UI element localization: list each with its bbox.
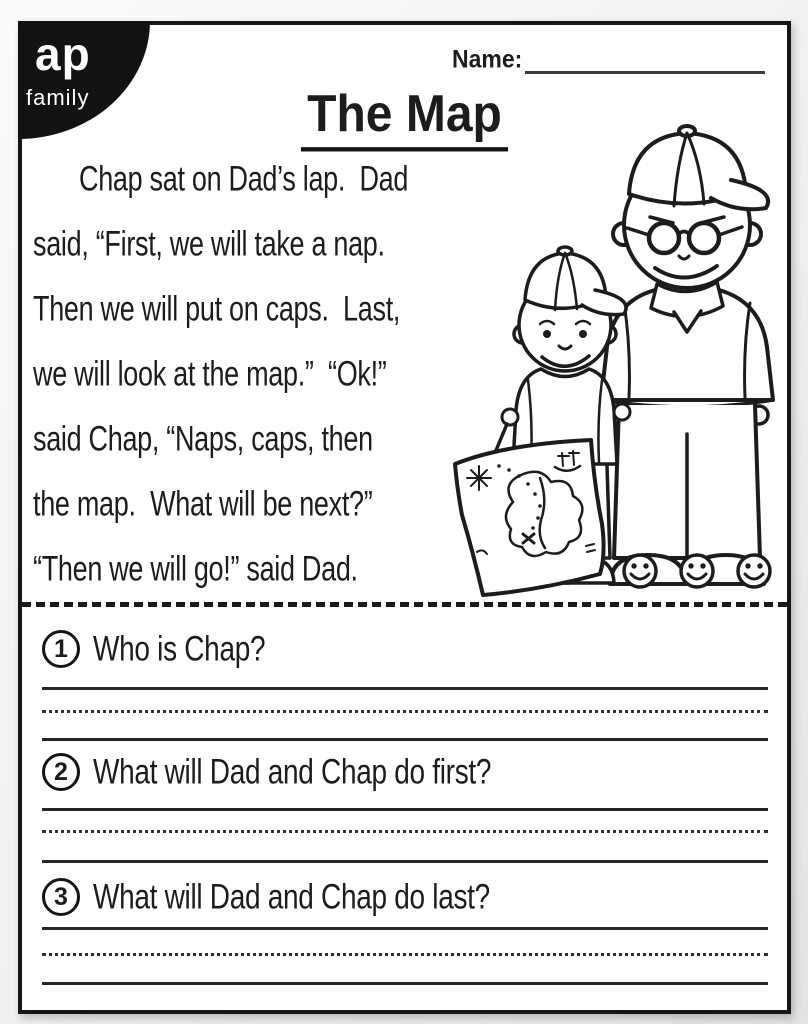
badge-brand-text: ap	[35, 28, 91, 80]
page-title: The Map	[301, 85, 508, 152]
question-1-text: Who is Chap?	[93, 629, 266, 668]
question-3-text: What will Dad and Chap do last?	[93, 877, 490, 916]
answer-line-dotted	[42, 953, 768, 956]
question-1	[42, 630, 265, 668]
answer-line-solid	[42, 982, 768, 985]
answer-line-dotted	[42, 710, 768, 713]
worksheet-page	[18, 21, 791, 1014]
passage-line: Chap sat on Dad’s lap. Dad	[79, 159, 409, 199]
dashed-divider	[22, 602, 787, 607]
name-row	[452, 44, 765, 74]
smiley-face-icon	[681, 555, 713, 587]
question-1-number-circle: 1	[42, 630, 80, 668]
answer-line-solid	[42, 808, 768, 811]
question-2-text: What will Dad and Chap do first?	[93, 752, 492, 791]
answer-line-solid	[42, 687, 768, 690]
name-label: Name:	[452, 44, 523, 73]
dad-with-cap-and-glasses-icon	[601, 126, 773, 584]
name-blank-line	[525, 47, 765, 74]
smiley-face-icon	[624, 555, 656, 587]
dad-and-boy-illustration	[443, 122, 788, 602]
answer-line-dotted	[42, 830, 768, 833]
answer-line-solid	[42, 860, 768, 863]
passage-line: the map. What will be next?”	[33, 484, 373, 524]
badge-sub-text: family	[26, 85, 90, 110]
passage-line: we will look at the map.” “Ok!”	[33, 354, 387, 394]
passage-line: Then we will put on caps. Last,	[33, 289, 401, 329]
answer-line-solid	[42, 927, 768, 930]
treasure-map-icon	[455, 424, 604, 595]
answer-line-solid	[42, 738, 768, 741]
reading-passage	[33, 147, 483, 602]
smiley-face-icon	[738, 555, 770, 587]
question-2	[42, 753, 491, 791]
question-2-number-circle: 2	[42, 753, 80, 791]
passage-line: said, “First, we will take a nap.	[33, 224, 385, 264]
question-3	[42, 878, 490, 916]
question-3-number-circle: 3	[42, 878, 80, 916]
passage-line: “Then we will go!” said Dad.	[33, 549, 358, 589]
passage-line: said Chap, “Naps, caps, then	[33, 419, 373, 459]
